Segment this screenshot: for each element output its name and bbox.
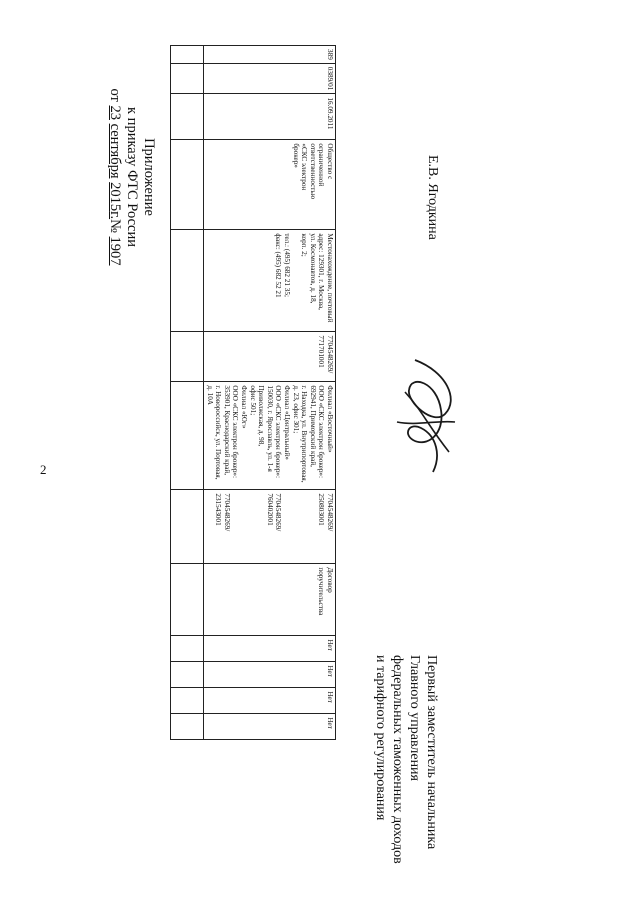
registration-number: 0389/01 [204,63,336,94]
date-month: сентября [107,123,123,179]
table-row [204,46,336,740]
flag-1: Нет [204,636,336,662]
branches-inn-kpp: 7704548269/ 250803001 7704548269/ 760402001 7704548269/ 231543001 [204,490,336,564]
signer-name: Е.В. Ягодкина [425,155,440,240]
flag-4: Нет [204,714,336,740]
date-year: 2015 [107,182,123,212]
date-day: 23 [107,105,123,120]
number-prefix: № [107,219,123,233]
flag-3: Нет [204,688,336,714]
basis-document: Договор поручительства [204,564,336,636]
date-suffix: г. [107,211,123,220]
page-number: 2 [40,462,47,477]
appendix-title: Приложение [141,138,157,216]
row-index: 389 [204,46,336,64]
branches: Филиал «Восточный» ООО «СКС электрон брокер»: 692941, Приморский край, г. Находка, ул. Внутрипортовая, д. 23, офис 301; Филиал «Центральный» ООО «СКС электрон брокер»: 150030, г. Ярославль, ул. 1-я Приволжская, д. 98, офис 501; Филиал «Юг» ООО «СКС электрон брокер»: 353901, Краснодарский край, г. Новороссийск, ул. Портовая, д. 10А [204,382,336,490]
signer-title: Первый заместитель начальника Главного управления федеральных таможенных доходов и тарифного регулирования [373,655,439,864]
company-inn-kpp: 7704548269/ 771701001 [204,332,336,382]
table-row-empty [171,46,204,740]
appendix-order-ref: к приказу ФТС России [124,107,140,247]
company-name: Общество с ограниченной ответственностью «СКС электрон брокер» [204,140,336,230]
company-address: Местонахождение, почтовый адрес: 129301, г. Москва, ул. Космонавтов, д. 18, корп. 2; тел.: (495) 682 21 35; факс: (495) 682 52 21 [204,230,336,332]
flag-2: Нет [204,662,336,688]
date-prefix: от [107,88,123,102]
order-number: 1907 [107,236,123,266]
appendix-header [106,52,157,302]
signature-image [387,352,467,482]
registration-date: 16.09.2011 [204,94,336,140]
appendix-order-date [106,52,123,302]
registry-table [170,45,336,740]
